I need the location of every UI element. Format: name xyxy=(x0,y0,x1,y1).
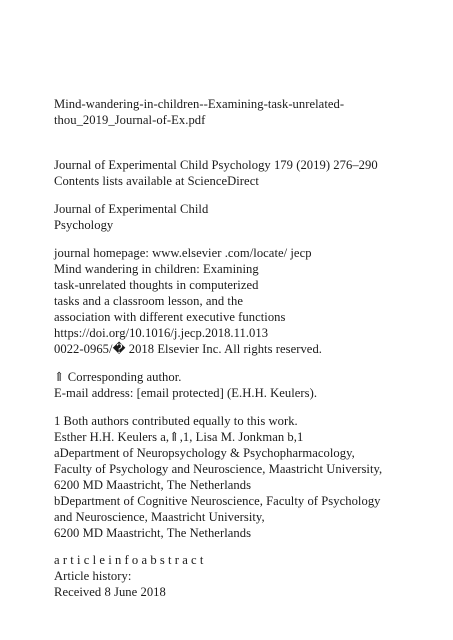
journal-homepage: journal homepage: www.elsevier .com/locate/ jecp xyxy=(54,246,312,260)
article-title-line-3: tasks and a classroom lesson, and the xyxy=(54,294,243,308)
affiliation-a-line-2: Faculty of Psychology and Neuroscience, Maastricht University, xyxy=(54,462,383,476)
article-info-abstract-heading: a r t i c l e i n f o a b s t r a c t xyxy=(54,553,204,567)
journal-citation: Journal of Experimental Child Psychology 179 (2019) 276–290 xyxy=(54,158,378,172)
article-title-line-2: task-unrelated thoughts in computerized xyxy=(54,278,259,292)
file-title-line-2: thou_2019_Journal-of-Ex.pdf xyxy=(54,113,206,127)
affiliation-a-line-3: 6200 MD Maastricht, The Netherlands xyxy=(54,478,252,492)
contents-available: Contents lists available at ScienceDirect xyxy=(54,174,259,188)
affiliation-b-line-3: 6200 MD Maastricht, The Netherlands xyxy=(54,526,252,540)
journal-name-line-2: Psychology xyxy=(54,218,114,232)
journal-name-line-1: Journal of Experimental Child xyxy=(54,202,209,216)
affiliation-b-line-2: and Neuroscience, Maastricht University, xyxy=(54,510,265,524)
article-title-line-1: Mind wandering in children: Examining xyxy=(54,262,259,276)
authors-line: Esther H.H. Keulers a,⇑,1, Lisa M. Jonkman b,1 xyxy=(54,430,304,444)
equal-contribution-note: 1 Both authors contributed equally to this work. xyxy=(54,414,298,428)
affiliation-b-line-1: bDepartment of Cognitive Neuroscience, Faculty of Psychology xyxy=(54,494,381,508)
email-line: E-mail address: [email protected] (E.H.H. Keulers). xyxy=(54,386,318,400)
affiliation-a-line-1: aDepartment of Neuropsychology & Psychopharmacology, xyxy=(54,446,355,460)
article-history-label: Article history: xyxy=(54,569,132,583)
article-title-line-4: association with different executive functions xyxy=(54,310,286,324)
doi-link: https://doi.org/10.1016/j.jecp.2018.11.013 xyxy=(54,326,269,340)
received-date: Received 8 June 2018 xyxy=(54,585,166,599)
file-title-line-1: Mind-wandering-in-children--Examining-task-unrelated- xyxy=(54,97,345,111)
corresponding-author-note: ⇑ Corresponding author. xyxy=(54,370,182,384)
copyright-line: 0022-0965/� 2018 Elsevier Inc. All rights reserved. xyxy=(54,342,322,356)
